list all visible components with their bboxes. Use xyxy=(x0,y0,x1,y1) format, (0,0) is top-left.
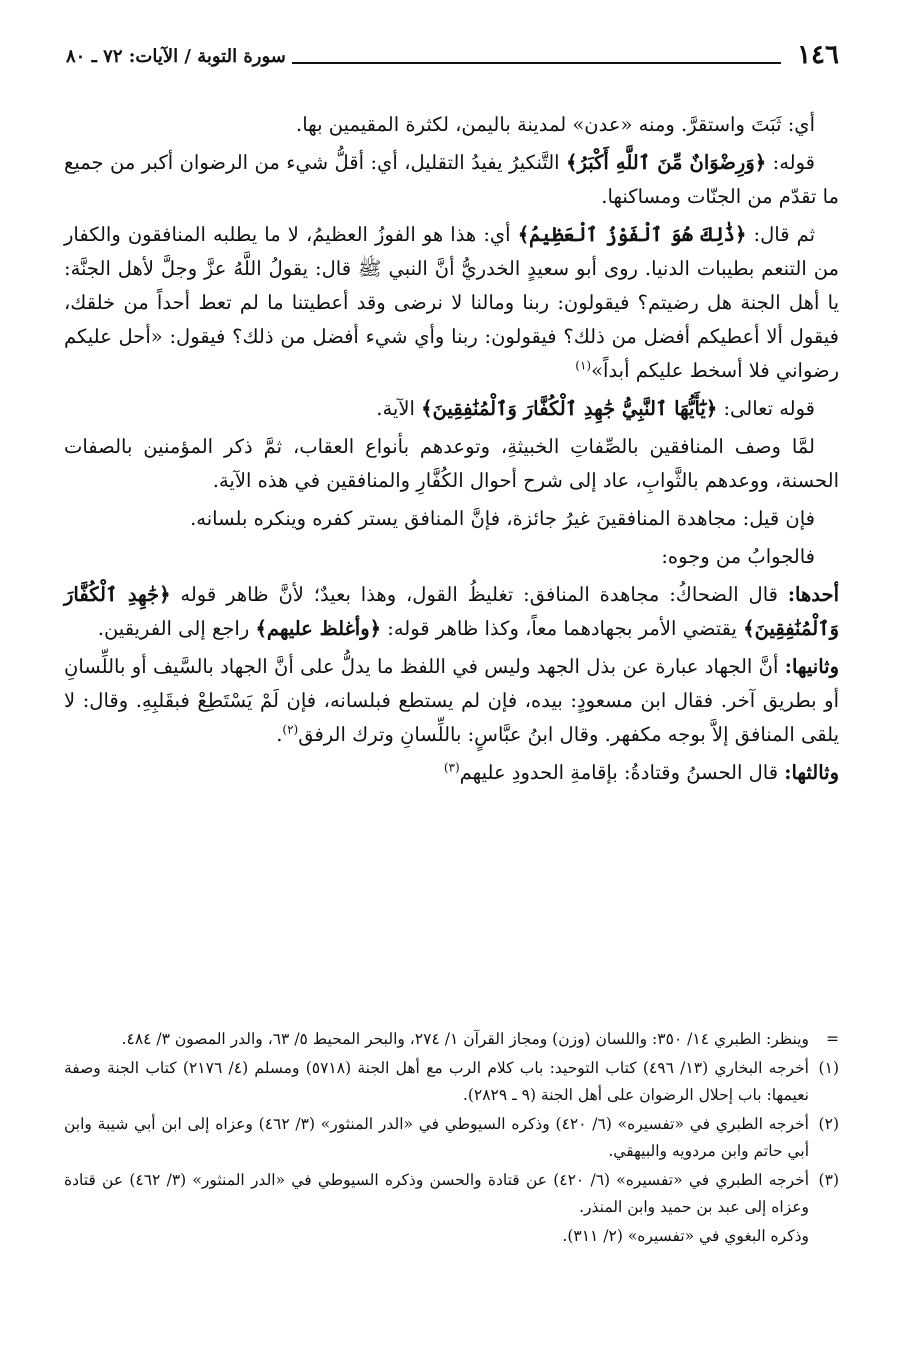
footnote-2 xyxy=(64,1111,839,1165)
paragraph-2-text: التَّنكيرُ يفيدُ التقليل، أي: أقلُّ شيء من الرضوان أكبر من جميع ما تقدّم من الجنّات ومساكنها. xyxy=(64,151,839,208)
footnote-ref-2[interactable]: (٢) xyxy=(282,722,299,737)
paragraph-8-text-3: راجع إلى الفريقين. xyxy=(97,617,250,640)
main-text xyxy=(64,108,839,794)
quran-verse: ﴿وَرِضْوَانٌ مِّنَ ٱللَّهِ أَكْبَرُ﴾ xyxy=(566,151,767,174)
running-title: سورة التوبة / الآيات: ٧٢ ـ ٨٠ xyxy=(66,46,286,67)
paragraph-6: فإن قيل: مجاهدة المنافقينَ غيرُ جائزة، فإنَّ المنافق يستر كفره وينكره بلسانه. xyxy=(190,507,815,530)
paragraph-7: فالجوابُ من وجوه: xyxy=(661,545,815,568)
paragraph-9 xyxy=(64,650,839,752)
footnote-continued-text: وينظر: الطبري ١٤/ ٣٥٠: واللسان (وزن) ومجاز القرآن ١/ ٢٧٤، والبحر المحيط ٥/ ٦٣، والدر المصون ٣/ ٤٨٤. xyxy=(121,1030,809,1048)
quran-verse: ﴿جَٰهِدِ ٱلْكُفَّارَ وَٱلْمُنَٰفِقِينَ﴾ xyxy=(64,583,839,640)
paragraph-1: أي: ثَبَتَ واستقرَّ. ومنه «عدن» لمدينة باليمن، لكثرة المقيمين بها. xyxy=(296,113,815,136)
paragraph-8-text-2: يقتضي الأمر بجهادهما معاً، وكذا ظاهر قوله: xyxy=(387,617,737,640)
third-point-heading: وثالثها: xyxy=(784,761,839,784)
footnote-3 xyxy=(64,1167,839,1221)
footnote-ref-1[interactable]: (١) xyxy=(575,358,592,373)
paragraph-3 xyxy=(64,218,839,388)
paragraph-10-text: قال الحسنُ وقتادةُ: بإقامةِ الحدودِ عليهم xyxy=(459,761,779,784)
paragraph-2 xyxy=(64,146,839,214)
footnote-3-text: أخرجه الطبري في «تفسيره» (٦/ ٤٢٠) عن قتادة والحسن وذكره السيوطي في «الدر المنثور» (٣/ ٤٦٢) عن قتادة وعزاه إلى عبد بن حميد وابن المنذر. xyxy=(64,1171,810,1216)
header-rule xyxy=(292,62,781,64)
paragraph-5: لمَّا وصف المنافقين بالصِّفاتِ الخبيثةِ، وتوعدهم بأنواع العقاب، ثمَّ ذكر المؤمنين بالصفات الحسنة، ووعدهم بالثَّوابِ، عاد إلى شرح أحوال الكُفَّارِ والمنافقين في هذه الآية. xyxy=(64,435,839,492)
footnote-3-continuation: وذكره البغوي في «تفسيره» (٢/ ٣١١). xyxy=(562,1227,809,1245)
footnote-1-text: أخرجه البخاري (١٣/ ٤٩٦) كتاب التوحيد: باب كلام الرب مع أهل الجنة (٥٧١٨) ومسلم (٤/ ٢١٧٦) كتاب الجنة وصفة نعيمها: باب إحلال الرضوان على أهل الجنة (٩ ـ ٢٨٢٩). xyxy=(64,1059,809,1104)
paragraph-9-end: . xyxy=(276,723,283,746)
quran-verse: ﴿وأغلظ عليهم﴾ xyxy=(255,617,382,640)
quran-verse: ﴿يَٰٓأَيُّهَا ٱلنَّبِيُّ جَٰهِدِ ٱلْكُفَّارَ وَٱلْمُنَٰفِقِينَ﴾ xyxy=(421,397,718,420)
footnote-2-number: (٢) xyxy=(818,1115,839,1133)
paragraph-8 xyxy=(64,578,839,646)
first-point-heading: أحدها: xyxy=(787,583,839,606)
paragraph-8-text-1: قال الضحاكُ: مجاهدة المنافق: تغليظُ القول، وهذا بعيدٌ؛ لأنَّ ظاهر قوله xyxy=(180,583,778,606)
quran-verse: ﴿ذَٰلِكَ هُوَ ٱلْفَوْزُ ٱلْعَظِيمُ﴾ xyxy=(517,223,747,246)
footnote-3-number: (٣) xyxy=(818,1171,839,1189)
paragraph-2-lead: قوله: xyxy=(772,151,816,174)
footnote-continued xyxy=(64,1026,839,1053)
second-point-heading: وثانيها: xyxy=(784,655,840,678)
footnotes xyxy=(64,1026,839,1250)
paragraph-10 xyxy=(64,756,839,790)
paragraph-4 xyxy=(64,392,839,426)
paragraph-9-text: أنَّ الجهاد عبارة عن بذل الجهد وليس في اللفظ ما يدلُّ على أنَّ الجهاد بالسَّيف أو باللِّسانِ أو بطريق آخر. فقال ابن مسعودٍ: بيده، فإن لم يستطع فبلسانه، فإن لَمْ يَسْتَطِعْ فبقَلبِهِ. وقال: لا يلقى المنافق إلاَّ بوجه مكفهر. وقال ابنُ عبَّاسٍ: باللِّسانِ وترك الرفق xyxy=(64,655,839,746)
page-header xyxy=(66,36,839,70)
paragraph-3-lead: ثم قال: xyxy=(753,223,816,246)
paragraph-3-text: أي: هذا هو الفوزُ العظيمُ، لا ما يطلبه المنافقون والكفار من التنعم بطيبات الدنيا. روى أبو سعيدٍ الخدريُّ أنَّ النبي ﷺ قال: يقولُ اللَّهُ عزَّ وجلَّ لأهل الجنَّة: يا أهل الجنة هل رضيتم؟ فيقولون: ربنا ومالنا لا نرضى وقد أعطيتنا ما لم تعط أحداً من خلقك، فيقول ألا أعطيكم أفضل من ذلك؟ فيقولون: ربنا وأي شيء أفضل من ذلك؟ فيقول: «أحل عليكم رضواني فلا أسخط عليكم أبداً» xyxy=(64,223,839,382)
paragraph-4-text: الآية. xyxy=(376,397,415,420)
footnote-continuation-mark: = xyxy=(826,1030,839,1048)
footnote-1 xyxy=(64,1055,839,1109)
footnote-ref-3[interactable]: (٣) xyxy=(443,760,460,775)
footnote-1-number: (١) xyxy=(818,1059,839,1077)
paragraph-4-lead: قوله تعالى: xyxy=(723,397,815,420)
footnote-2-text: أخرجه الطبري في «تفسيره» (٦/ ٤٢٠) وذكره السيوطي في «الدر المنثور» (٣/ ٤٦٢) وعزاه إلى ابن أبي شيبة وابن أبي حاتم وابن مردويه والبيهقي. xyxy=(64,1115,809,1160)
page-number: ١٤٦ xyxy=(797,40,839,70)
